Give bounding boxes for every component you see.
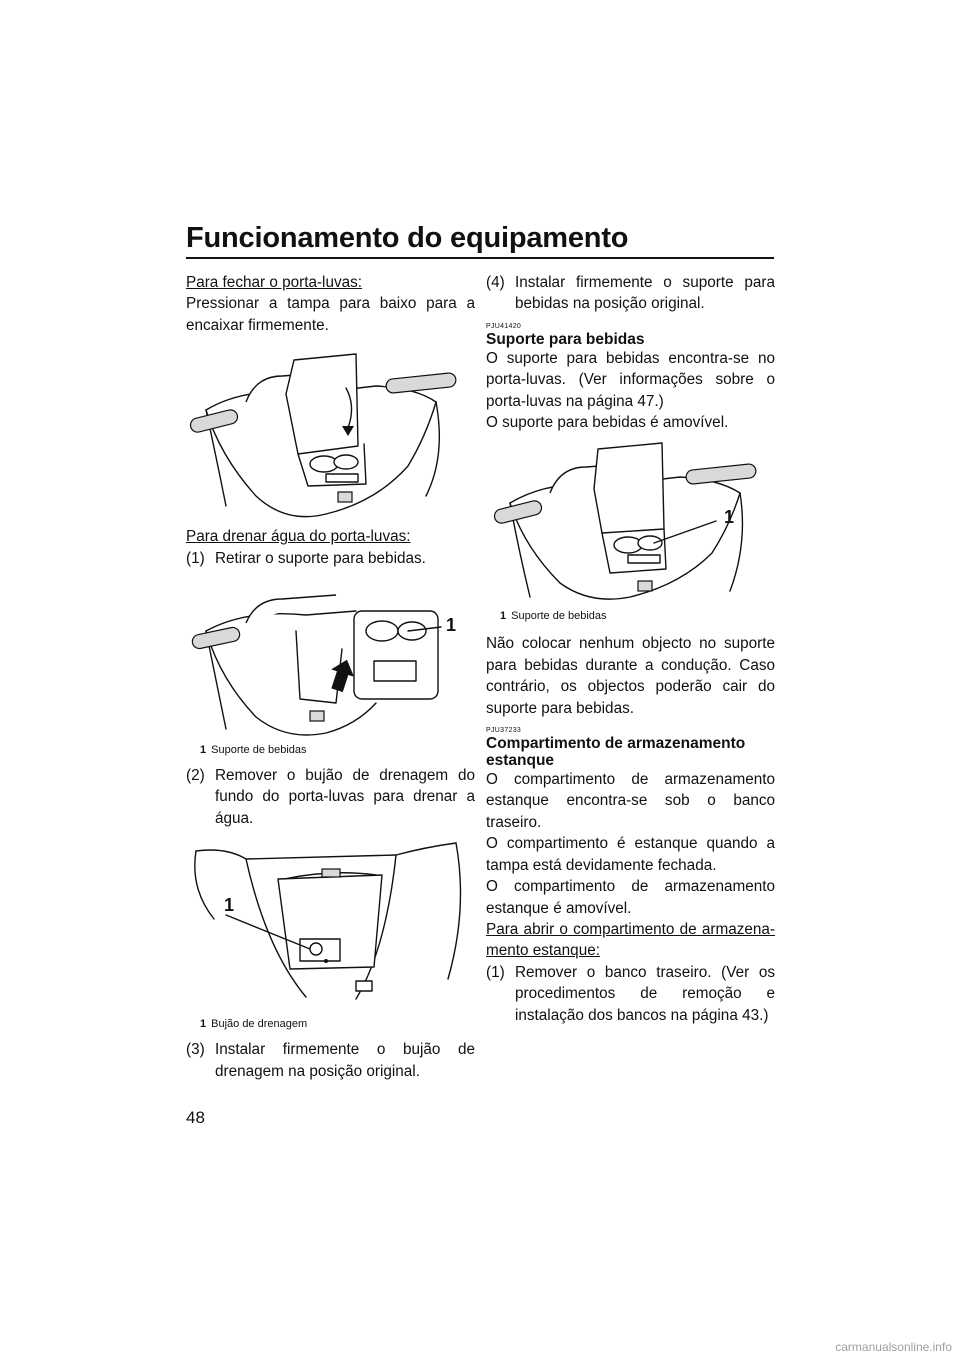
figure-caption: 1 Bujão de drenagem — [200, 1018, 308, 1031]
figure-callout: 1 — [724, 507, 735, 528]
drain-heading: Para drenar água do porta-luvas: — [186, 528, 411, 546]
figure-callout: 1 — [224, 895, 235, 916]
figure-caption: 1 Suporte de bebidas — [500, 610, 607, 623]
step-number: (4) — [486, 274, 505, 291]
paragraph: Não colocar nenhum objecto no suporte para bebidas durante a condução. Caso contrário, os objectos poderão cair do suporte para bebidas. — [486, 635, 775, 717]
close-heading: Para fechar o porta-luvas: — [186, 274, 363, 291]
left-step-3 — [186, 1039, 475, 1082]
paragraph: O compartimento é estanque quando a tampa está devidamente fechada. — [486, 835, 775, 874]
step-number: (1) — [486, 963, 505, 981]
page-number: 48 — [186, 1108, 205, 1127]
illustration-close-lid — [186, 336, 475, 526]
paragraph: O suporte para bebidas é amovível. — [486, 414, 729, 432]
paragraph: O compartimento de armazenamento estanque é amovível. — [486, 878, 775, 917]
figure-remove-cupholder — [186, 569, 475, 743]
right-column — [486, 272, 775, 1026]
figure-close-glovebox — [186, 336, 475, 526]
step-number: (3) — [186, 1041, 205, 1059]
watermark: carmanualsonline.info — [835, 1340, 952, 1354]
figure-drain-plug — [186, 829, 475, 1017]
figure-caption: 1 Suporte de bebidas — [200, 744, 307, 757]
left-column — [186, 272, 475, 1082]
step-text: Instalar firmemente o suporte para bebidas na posição original. — [515, 274, 775, 313]
figure-callout: 1 — [446, 615, 457, 636]
illustration-drain-plug — [186, 829, 475, 1017]
section-code: PJU41420 — [486, 322, 522, 330]
paragraph: O compartimento de armazenamento estanque encontra-se sob o banco traseiro. — [486, 771, 775, 831]
open-heading: Para abrir o compartimento de armazenamento estanque: — [486, 920, 775, 960]
right-step-1 — [486, 962, 775, 1026]
header-rule — [186, 257, 774, 259]
callout-line — [186, 569, 475, 743]
left-step-1 — [186, 548, 475, 569]
close-text: Pressionar a tampa para baixo para a encaixar firmemente. — [186, 295, 475, 334]
step-number: (2) — [186, 767, 205, 785]
left-step-2 — [186, 765, 475, 829]
page-title: Funcionamento do equipamento — [186, 222, 629, 254]
section-heading: Compartimento de armazenamento estanque — [486, 735, 746, 770]
step-text: Instalar firmemente o bujão de drenagem na posição original. — [215, 1041, 475, 1080]
right-step-4 — [486, 272, 775, 315]
paragraph: O suporte para bebidas encontra-se no porta-luvas. (Ver informações sobre o porta-luvas na página 47.) — [486, 349, 775, 410]
section-code: PJU37233 — [486, 727, 522, 735]
figure-cupholder — [486, 433, 775, 609]
section-heading: Suporte para bebidas — [486, 330, 645, 348]
step-text: Remover o banco traseiro. (Ver os procedimentos de remoção e instalação dos bancos na página 43.) — [515, 963, 775, 1024]
step-number: (1) — [186, 549, 205, 567]
step-text: Remover o bujão de drenagem do fundo do porta-luvas para drenar a água. — [215, 767, 475, 827]
step-text: Retirar o suporte para bebidas. — [215, 549, 426, 567]
